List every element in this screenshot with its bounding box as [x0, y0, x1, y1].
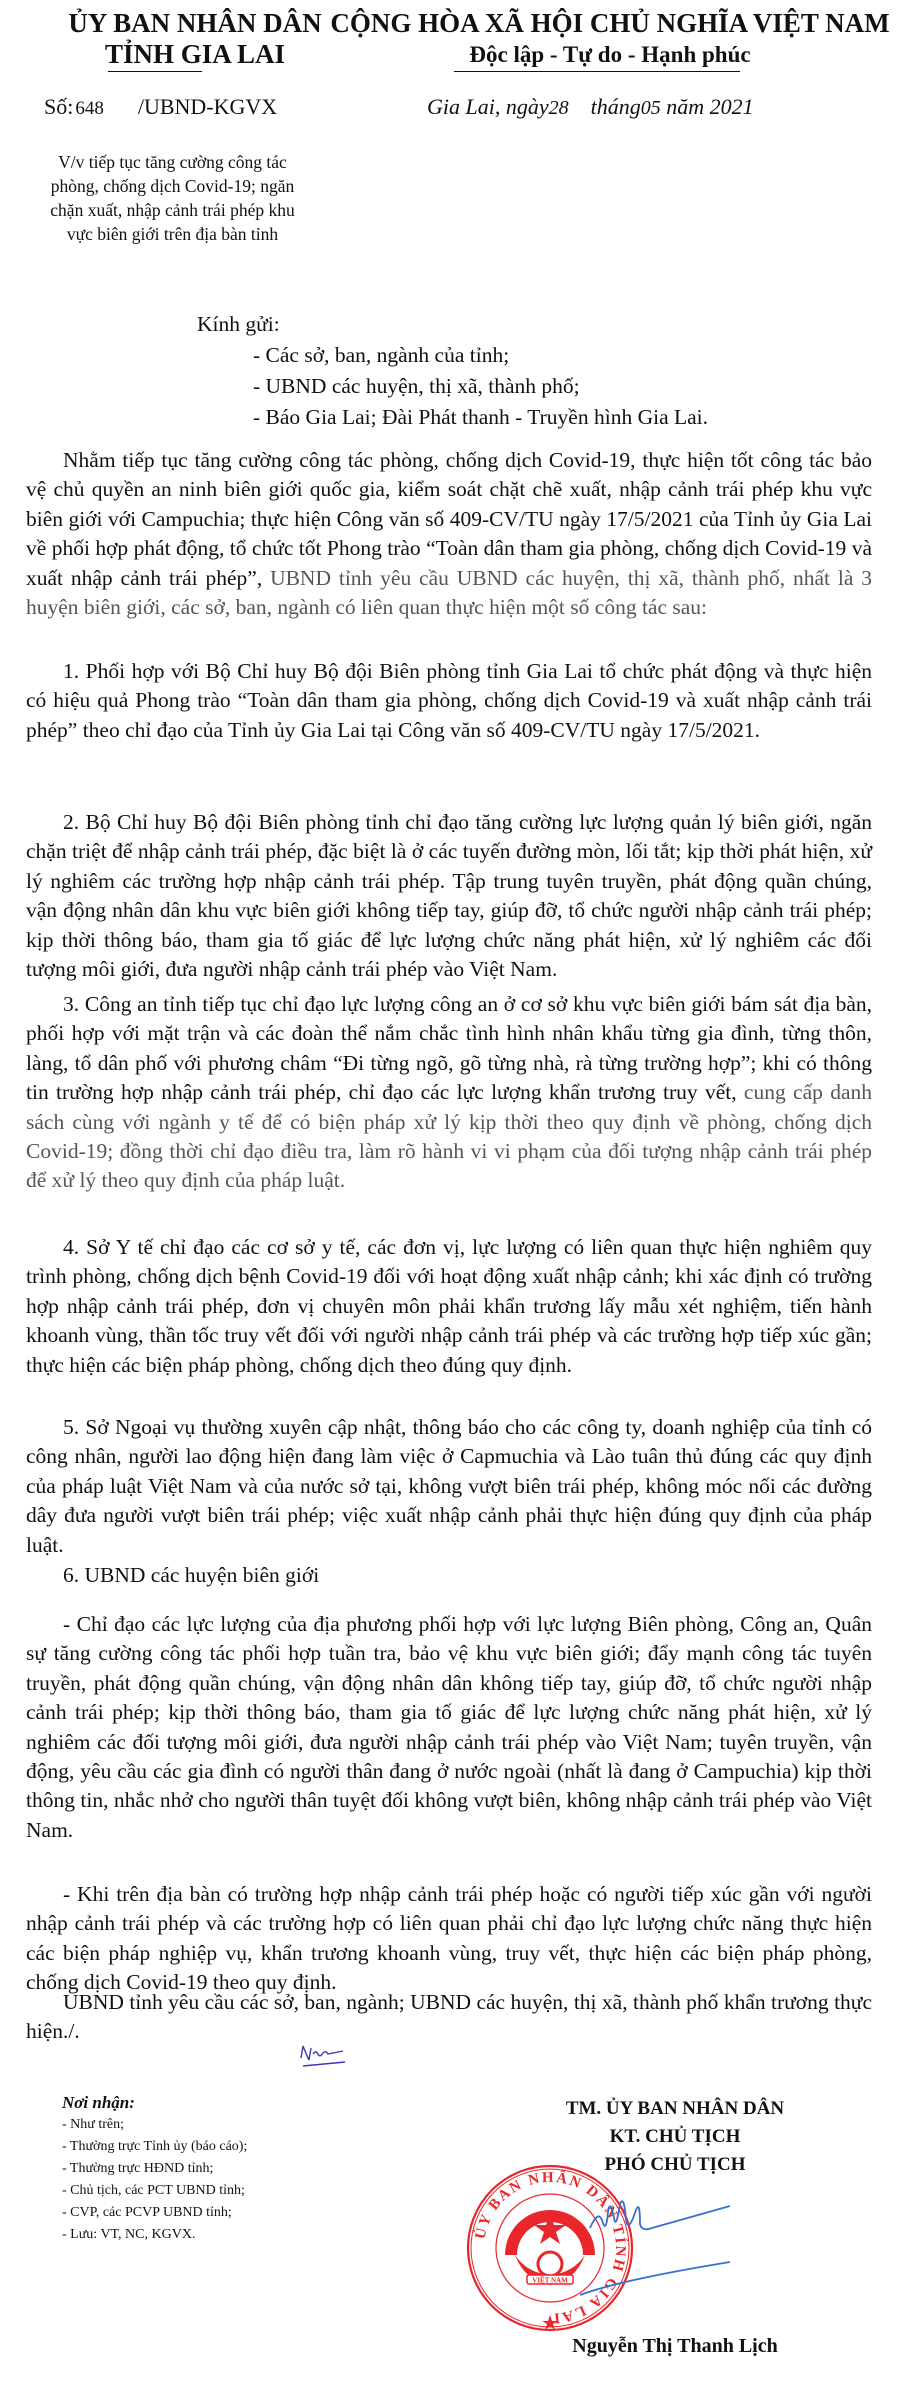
national-title: CỘNG HÒA XÃ HỘI CHỦ NGHĨA VIỆT NAM — [330, 8, 890, 38]
recipient-item: - Lưu: VT, NC, KGVX. — [62, 2227, 196, 2242]
addressee-label: Kính gửi: — [197, 312, 280, 336]
subject-line: chặn xuất, nhập cảnh trái phép khu — [50, 200, 295, 220]
item-6a-paragraph: - Chỉ đạo các lực lượng của địa phương phối hợp với lực lượng Biên phòng, Công an, Quân sự tăng cường công tác phối hợp tuần tra, bảo vệ khu vực biên giới; đẩy mạnh công tác tuyên truyền, phát động quần chúng, vận động nhân dân không tiếp tay, giúp đỡ, tổ chức người nhập cảnh trái phép; kịp thời thông báo, tham gia tố giác để lực lượng chức năng phát hiện, xử lý nghiêm các đối tượng môi giới, đưa người nhập cảnh trái phép vào Việt Nam; tuyên truyền, vận động, yêu cầu các gia đình có người thân đang ở nước ngoài (nhất là đang ở Campuchia) kịp thời thông tin, nhắc nhở cho người thân tuyệt đối không vượt biên, không nhập cảnh trái phép vào Việt Nam. — [26, 1612, 872, 1842]
authority-underline — [108, 71, 202, 72]
date-prefix: Gia Lai, ngày — [427, 94, 549, 119]
issuing-authority — [30, 8, 360, 70]
subject-line: phòng, chống dịch Covid-19; ngăn — [50, 176, 295, 196]
signature-title-line1: TM. ỦY BAN NHÂN DÂN — [565, 2098, 785, 2119]
signature-title-line2: KT. CHỦ TỊCH — [609, 2126, 741, 2147]
date-month: 05 — [640, 97, 661, 119]
recipients-title: Nơi nhận: — [62, 2093, 135, 2112]
national-motto: Độc lập - Tự do - Hạnh phúc — [469, 42, 751, 67]
doc-number-value: 648 — [75, 98, 104, 119]
item-3-paragraph — [26, 990, 872, 1196]
recipient-item: - Như trên; — [62, 2117, 125, 2132]
recipient-item: - Thường trực Tỉnh ủy (báo cáo); — [62, 2139, 248, 2154]
item-3-text-grey: cung cấp danh sách cùng với ngành y tế để có biện pháp xử lý kịp thời theo quy định về phòng, chống dịch Covid-19; đồng thời chỉ đạo điều tra, làm rõ hành vi vi phạm của đối tượng nhập cảnh trái phép để xử lý theo quy định của pháp luật. — [26, 1080, 873, 1193]
item-5-paragraph: 5. Sở Ngoại vụ thường xuyên cập nhật, thông báo cho các công ty, doanh nghiệp của tỉnh có công nhân, người lao động hiện đang làm việc ở Capmuchia và Lào tuân thủ đúng các quy định của pháp luật Việt Nam và của nước sở tại, không vượt biên trái phép, không móc nối các đường dây đưa người vượt biên trái phép; việc xuất nhập cảnh phải thực hiện đúng quy định của pháp luật. — [26, 1415, 872, 1557]
intro-text: Nhằm tiếp tục tăng cường công tác phòng, chống dịch Covid-19, thực hiện tốt công tác bảo vệ chủ quyền an ninh biên giới quốc gia, kiểm soát chặt chẽ xuất, nhập cảnh trái phép khu vực biên giới với Campuchia; thực hiện Công văn số 409-CV/TU ngày 17/5/2021 của Tỉnh ủy Gia Lai về phối hợp phát động, tổ chức tốt Phong trào “Toàn dân tham gia phòng, chống dịch Covid-19 và xuất nhập cảnh trái phép”, — [26, 448, 872, 590]
doc-number-label: Số: — [44, 94, 74, 119]
signer-name: Nguyễn Thị Thanh Lịch — [572, 2335, 778, 2357]
addressee-item: - Báo Gia Lai; Đài Phát thanh - Truyền hình Gia Lai. — [253, 405, 709, 429]
recipient-item: - CVP, các PCVP UBND tỉnh; — [62, 2205, 232, 2220]
intro-text-grey: UBND tỉnh yêu cầu UBND các huyện, thị xã, thành phố, nhất là 3 huyện biên giới, các sở, ban, ngành có liên quan thực hiện một số công tác sau: — [26, 565, 872, 620]
issuing-authority-line1: ỦY BAN NHÂN DÂN — [68, 8, 322, 38]
signature-title-line3: PHÓ CHỦ TỊCH — [604, 2154, 746, 2175]
addressee-item: - Các sở, ban, ngành của tỉnh; — [253, 343, 510, 367]
subject-line: V/v tiếp tục tăng cường công tác — [58, 152, 287, 172]
initial-mark-icon — [297, 2042, 352, 2072]
seal-emblem-text: VIỆT NAM — [532, 2276, 568, 2285]
document-subject — [20, 150, 325, 246]
item-6-heading: 6. UBND các huyện biên giới — [63, 1563, 320, 1587]
issuing-authority-line2: TỈNH GIA LAI — [104, 39, 286, 69]
closing-paragraph: UBND tỉnh yêu cầu các sở, ban, ngành; UBND các huyện, thị xã, thành phố khẩn trương thực hiện./. — [26, 1990, 872, 2044]
date-day: 28 — [548, 97, 569, 119]
document-number — [44, 92, 277, 124]
seal-ring-text: ỦY BAN NHÂN DÂN TỈNH GIA LAI — [472, 2169, 629, 2327]
date-year: năm 2021 — [666, 94, 754, 119]
item-3-text: 3. Công an tỉnh tiếp tục chỉ đạo lực lượng công an ở cơ sở khu vực biên giới bám sát địa bàn, phối hợp với mặt trận và các đoàn thể nắm chắc tình hình nhân khẩu từng gia đình, từng thôn, làng, tổ dân phố với phương châm “Đi từng ngõ, gõ từng nhà, rà từng trường hợp”; khi có thông tin trường hợp nhập cảnh trái phép, chỉ đạo các lực lượng khẩn trương truy vết, — [26, 992, 872, 1105]
item-2-paragraph: 2. Bộ Chỉ huy Bộ đội Biên phòng tỉnh chỉ đạo tăng cường lực lượng quản lý biên giới, ngăn chặn triệt để nhập cảnh trái phép, đặc biệt là ở các tuyến đường mòn, lối tắt; kịp thời phát hiện, xử lý nghiêm các trường hợp nhập cảnh trái phép. Tập trung tuyên truyền, phát động quần chúng, vận động nhân dân khu vực biên giới không tiếp tay, giúp đỡ, tổ chức người nhập cảnh trái phép; kịp thời thông báo, tham gia tố giác để lực lượng chức năng phát hiện, xử lý nghiêm các đối tượng môi giới, đưa người nhập cảnh trái phép vào Việt Nam. — [26, 810, 872, 982]
recipient-item: - Chủ tịch, các PCT UBND tỉnh; — [62, 2183, 245, 2198]
recipient-item: - Thường trực HĐND tỉnh; — [62, 2161, 214, 2176]
subject-line: vực biên giới trên địa bàn tỉnh — [66, 224, 279, 244]
item-1-paragraph: 1. Phối hợp với Bộ Chỉ huy Bộ đội Biên phòng tỉnh Gia Lai tổ chức phát động và thực hiện có hiệu quả Phong trào “Toàn dân tham gia phòng, chống dịch Covid-19 và xuất nhập cảnh trái phép” theo chỉ đạo của Tỉnh ủy Gia Lai tại Công văn số 409-CV/TU ngày 17/5/2021. — [26, 659, 872, 742]
date-month-label: tháng — [590, 94, 641, 119]
addressee-item: - UBND các huyện, thị xã, thành phố; — [253, 374, 580, 398]
document-date — [427, 92, 754, 123]
doc-number-suffix: /UBND-KGVX — [137, 94, 278, 119]
intro-paragraph — [26, 446, 872, 622]
item-6b-paragraph: - Khi trên địa bàn có trường hợp nhập cảnh trái phép hoặc có người tiếp xúc gần với người nhập cảnh trái phép và các trường hợp có liên quan phải chỉ đạo lực lượng chức năng thực hiện các biện pháp nghiệp vụ, khẩn trương khoanh vùng, truy vết, thực hiện các biện pháp phòng, chống dịch Covid-19 theo quy định. — [26, 1882, 872, 1995]
motto-underline — [454, 71, 740, 72]
handwritten-signature-icon — [580, 2190, 750, 2300]
item-4-paragraph: 4. Sở Y tế chỉ đạo các cơ sở y tế, các đơn vị, lực lượng có liên quan thực hiện nghiêm quy trình phòng, chống dịch bệnh Covid-19 đối với hoạt động xuất nhập cảnh; khi xác định có trường hợp nhập cảnh trái phép, đơn vị chuyên môn phải khẩn trương lấy mẫu xét nghiệm, tiến hành khoanh vùng, thần tốc truy vết đối với người nhập cảnh trái phép và các trường hợp tiếp xúc gần; thực hiện các biện pháp phòng, chống dịch theo đúng quy định. — [26, 1235, 872, 1377]
